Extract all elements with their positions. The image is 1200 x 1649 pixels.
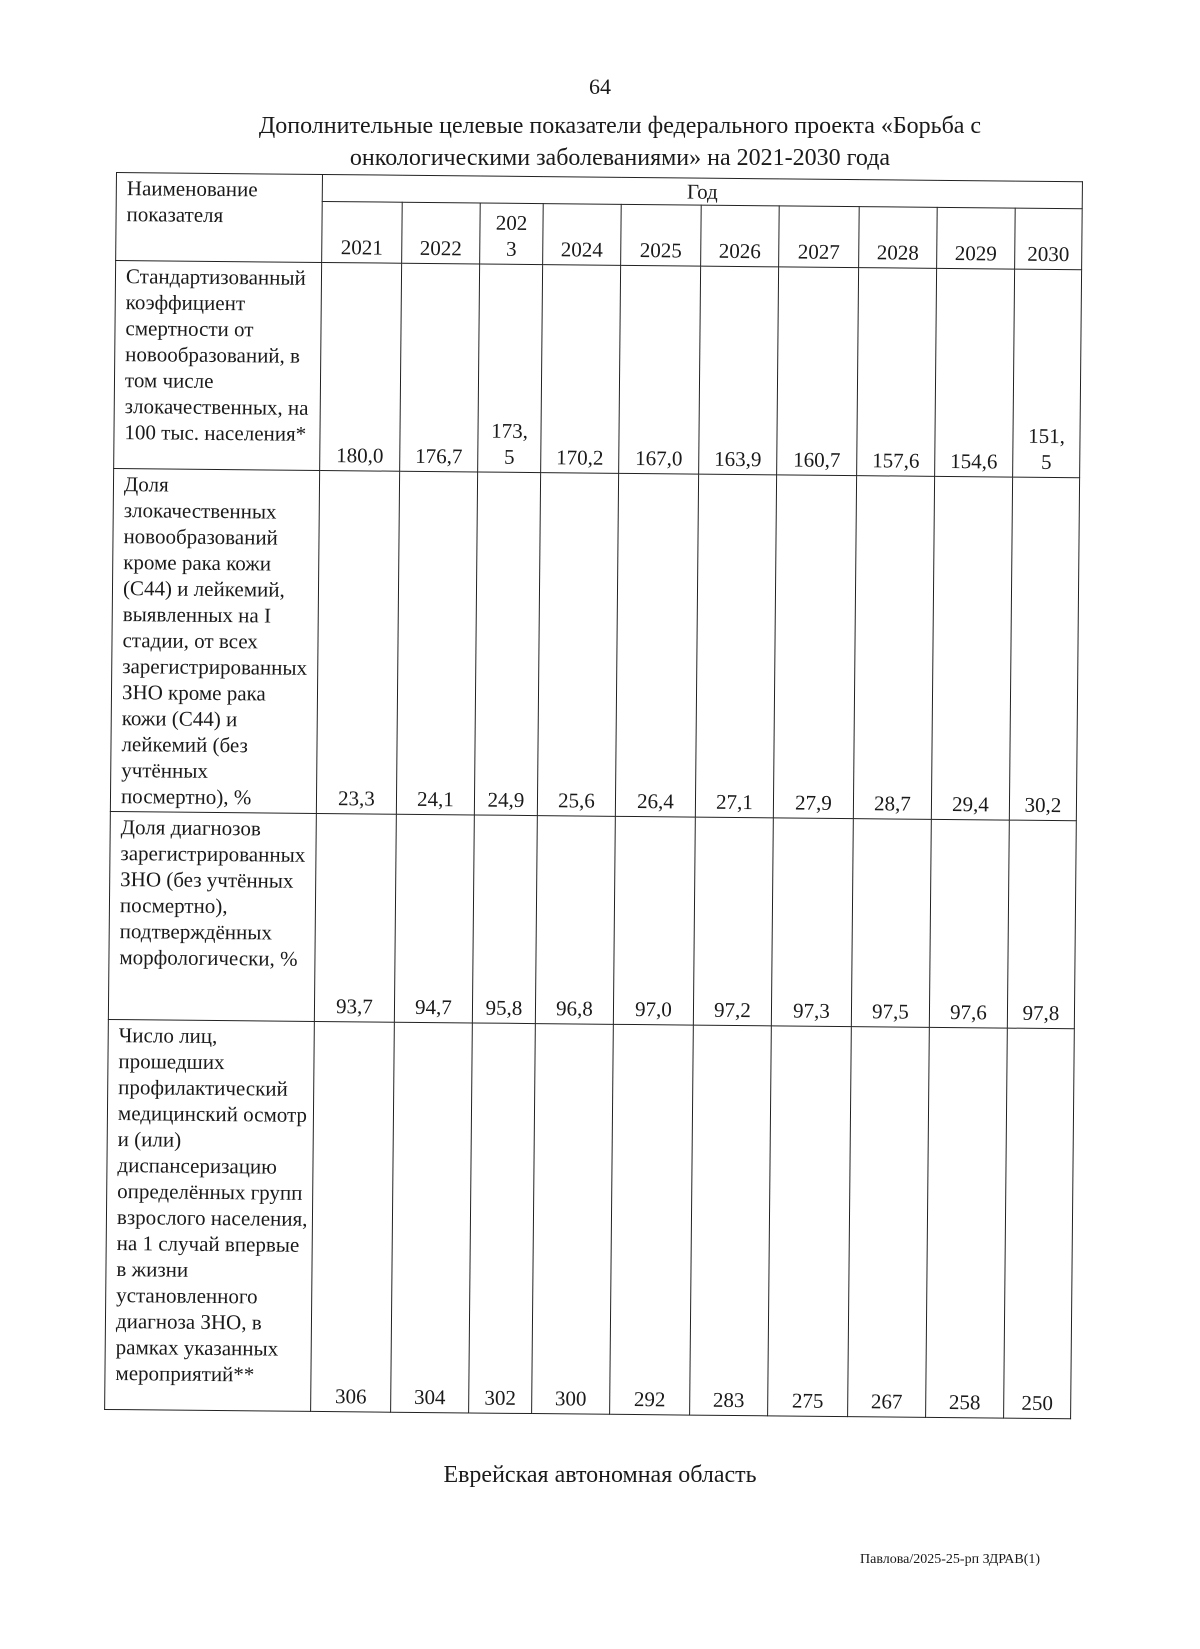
document-title xyxy=(160,110,1080,174)
indicator-value: 160,7 xyxy=(777,267,859,476)
indicator-value: 151, 5 xyxy=(1013,269,1082,478)
page-number: 64 xyxy=(589,74,611,99)
indicator-name-header: Наименование показателя xyxy=(116,173,323,263)
indicator-value: 167,0 xyxy=(619,265,701,474)
indicator-value: 25,6 xyxy=(537,473,618,817)
table-row xyxy=(110,468,1079,820)
indicator-value: 97,0 xyxy=(613,816,695,1025)
year-header: 2021 xyxy=(322,201,403,263)
indicator-value: 283 xyxy=(690,1025,772,1416)
year-header: 2022 xyxy=(402,202,481,264)
year-header: 2025 xyxy=(621,204,702,266)
year-header: 2027 xyxy=(779,206,860,268)
indicators-table-wrapper xyxy=(104,172,1082,1419)
year-header: 2030 xyxy=(1015,208,1083,270)
indicator-value: 306 xyxy=(311,1021,395,1412)
indicator-value: 97,3 xyxy=(771,818,853,1027)
indicator-value: 30,2 xyxy=(1009,477,1079,821)
indicator-value: 26,4 xyxy=(615,473,698,817)
indicator-value: 97,2 xyxy=(693,817,773,1026)
year-header: 2026 xyxy=(701,205,780,267)
document-reference: Павлова/2025-25-рп ЗДРАВ(1) xyxy=(860,1552,1041,1567)
indicator-value: 29,4 xyxy=(931,476,1012,820)
indicator-value: 97,8 xyxy=(1007,820,1076,1029)
indicator-value: 157,6 xyxy=(857,268,937,477)
indicator-name: Доля диагнозов зарегистрированных ЗНО (без учтённых посмертно), подтверждённых морфологически, % xyxy=(108,811,316,1021)
indicator-name: Стандартизованный коэффициент смертности от новообразований, в том числе злокачественных, на 100 тыс. населения* xyxy=(114,261,322,471)
indicators-table xyxy=(104,172,1083,1419)
indicator-value: 97,5 xyxy=(851,819,931,1028)
year-header: 2024 xyxy=(543,204,622,266)
table-body xyxy=(105,261,1082,1419)
title-line-1: Дополнительные целевые показатели федерального проекта «Борьба с xyxy=(258,113,982,139)
indicator-value: 275 xyxy=(768,1026,852,1417)
indicator-value: 154,6 xyxy=(935,268,1015,477)
year-header: 202 3 xyxy=(480,203,544,265)
indicator-value: 23,3 xyxy=(316,470,399,814)
indicator-value: 300 xyxy=(532,1024,614,1415)
indicator-value: 163,9 xyxy=(699,266,779,475)
year-group-header: Год xyxy=(322,174,1082,208)
indicator-value: 27,1 xyxy=(695,474,776,818)
indicator-value: 96,8 xyxy=(535,816,615,1025)
indicator-value: 267 xyxy=(848,1027,930,1418)
indicator-value: 176,7 xyxy=(400,263,480,472)
year-header: 2029 xyxy=(937,207,1016,269)
year-header: 2028 xyxy=(859,207,938,269)
indicator-name: Доля злокачественных новообразований кроме рака кожи (С44) и лейкемий, выявленных на I стадии, от всех зарегистрированных ЗНО кроме рака кожи (С44) и лейкемий (без учтённых посмертно), % xyxy=(110,468,319,813)
indicator-value: 250 xyxy=(1004,1028,1075,1419)
indicator-value: 97,6 xyxy=(929,819,1009,1028)
region-name: Еврейская автономная область xyxy=(443,1462,757,1488)
title-line-2: онкологическими заболеваниями» на 2021-2030 года xyxy=(349,145,891,171)
indicator-value: 304 xyxy=(391,1022,473,1413)
indicator-value: 24,1 xyxy=(396,471,477,815)
indicator-name: Число лиц, прошедших профилактический медицинский осмотр и (или) диспансеризацию определённых групп взрослого населения, на 1 случай впервые в жизни установленного диагноза ЗНО, в рамках указанных мероприятий** xyxy=(105,1019,315,1411)
indicator-value: 292 xyxy=(610,1024,694,1415)
table-row xyxy=(108,811,1076,1028)
indicator-value: 94,7 xyxy=(394,814,474,1023)
table-row xyxy=(105,1019,1075,1418)
indicator-value: 180,0 xyxy=(320,262,402,471)
indicator-value: 28,7 xyxy=(853,476,934,820)
indicator-value: 258 xyxy=(926,1027,1008,1418)
indicator-value: 93,7 xyxy=(314,813,396,1022)
indicator-value: 173, 5 xyxy=(478,264,543,473)
indicator-value: 24,9 xyxy=(474,472,540,816)
indicator-value: 95,8 xyxy=(472,815,537,1024)
indicator-value: 302 xyxy=(469,1023,536,1414)
indicator-value: 27,9 xyxy=(773,475,856,819)
indicator-value: 170,2 xyxy=(541,265,621,474)
table-row xyxy=(114,261,1082,478)
